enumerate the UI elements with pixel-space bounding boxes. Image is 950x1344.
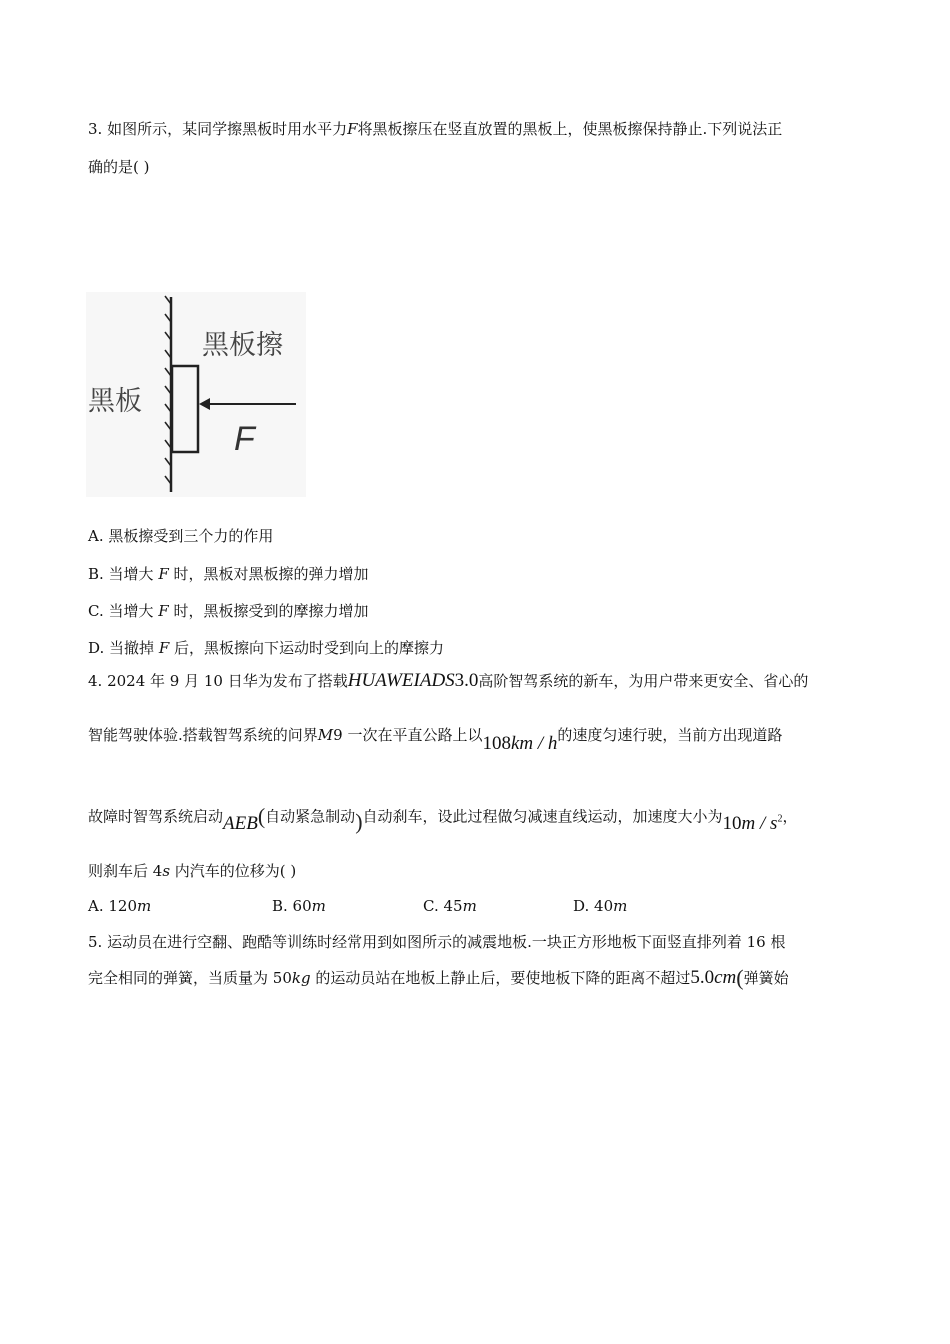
distance-number: 5.0	[690, 967, 715, 988]
car-model-letter: M	[317, 726, 334, 744]
q3-option-b	[88, 564, 369, 584]
q4-stem-line2	[88, 725, 783, 754]
unit-m: m	[311, 897, 326, 915]
acc-exponent: 2	[777, 814, 783, 825]
q3-stem-line1	[88, 119, 782, 139]
q4-stem-line3	[88, 802, 798, 835]
q4-option-c	[423, 896, 477, 916]
unit-m: m	[137, 897, 152, 915]
q4-stem-text: 的速度匀速行驶，当前方出现道路	[557, 726, 783, 744]
option-text: 时，黑板对黑板擦的弹力增加	[173, 565, 369, 583]
q4-option-d	[573, 896, 627, 916]
q5-stem-text: 完全相同的弹簧，当质量为 50	[88, 969, 292, 987]
q4-stem-text: ，	[782, 807, 798, 826]
huawei-ads-label: HUAWEIADS	[347, 670, 455, 691]
aeb-note: 自动紧急制动	[265, 807, 356, 826]
blackboard-eraser-figure	[86, 292, 306, 497]
figure-svg	[86, 292, 306, 497]
force-symbol: F	[347, 120, 358, 138]
q4-stem-text: 故障时智驾系统启动	[88, 807, 224, 826]
option-value: C. 45	[423, 897, 463, 915]
option-text: C. 当增大	[88, 602, 154, 620]
acc-unit: m / s	[741, 813, 778, 835]
q4-stem-text: 自动刹车，设此过程做匀减速直线运动，加速度大小为	[362, 807, 723, 826]
q4-stem-text: 一次在平直公路上以	[347, 726, 483, 744]
aeb-label: AEB	[223, 813, 258, 835]
speed-unit: km / h	[510, 733, 558, 754]
unit-cm: cm	[714, 967, 737, 988]
acc-number: 10	[722, 813, 742, 835]
ads-version: 3.0	[454, 670, 479, 691]
paren-open: (	[736, 965, 744, 990]
force-symbol: F	[158, 565, 169, 583]
option-text: B. 当增大	[88, 565, 154, 583]
q4-stem-line4	[88, 861, 296, 881]
q4-stem-text: 智能驾驶体验.搭载智驾系统的问界	[88, 726, 318, 744]
force-symbol: F	[158, 602, 169, 620]
unit-m: m	[613, 897, 628, 915]
q4-stem-text: 内汽车的位移为( )	[170, 862, 297, 880]
q4-option-b	[272, 896, 326, 916]
q5-stem-text: 的运动员站在地板上静止后，要使地板下降的距离不超过	[310, 969, 691, 987]
q3-option-a: A. 黑板擦受到三个力的作用	[88, 527, 274, 545]
speed-value	[482, 733, 557, 754]
time-unit: s	[162, 862, 171, 880]
speed-number: 108	[482, 733, 511, 754]
q4-stem-text: 则刹车后 4	[88, 862, 163, 880]
q3-option-c	[88, 601, 368, 621]
paren-close: )	[355, 809, 363, 835]
option-value: A. 120	[88, 897, 137, 915]
acceleration-value	[723, 813, 783, 834]
q4-stem-line1	[88, 671, 808, 691]
option-text: 后，黑板擦向下运动时受到向上的摩擦力	[174, 639, 445, 657]
force-symbol: F	[158, 639, 170, 657]
label-eraser: 黑板擦	[202, 330, 283, 361]
option-value: B. 60	[272, 897, 312, 915]
q5-stem-line1: 5. 运动员在进行空翻、跑酷等训练时经常用到如图所示的减震地板.一块正方形地板下面竖直排列着 16 根	[88, 933, 786, 951]
car-model-number: 9	[333, 726, 343, 744]
q5-stem-line2	[88, 965, 789, 990]
paren-open: (	[257, 803, 266, 829]
q3-stem-text: 3. 如图所示，某同学擦黑板时用水平力	[88, 120, 348, 138]
q4-option-a	[88, 896, 151, 916]
option-text: D. 当撤掉	[88, 639, 155, 657]
q4-stem-text: 高阶智驾系统的新车，为用户带来更安全、省心的	[478, 672, 809, 690]
q5-stem-text: 弹簧始	[743, 969, 789, 987]
unit-kg: kg	[291, 969, 311, 987]
q4-stem-text: 4. 2024 年 9 月 10 日华为发布了搭载	[88, 672, 348, 690]
q3-stem-line2: 确的是( )	[88, 158, 150, 176]
option-value: D. 40	[573, 897, 614, 915]
label-force: F	[234, 420, 255, 458]
label-blackboard: 黑板	[88, 386, 142, 417]
option-text: 时，黑板擦受到的摩擦力增加	[173, 602, 369, 620]
unit-m: m	[462, 897, 477, 915]
q3-option-d	[88, 638, 444, 658]
q3-stem-text: 将黑板擦压在竖直放置的黑板上，使黑板擦保持静止.下列说法正	[357, 120, 783, 138]
